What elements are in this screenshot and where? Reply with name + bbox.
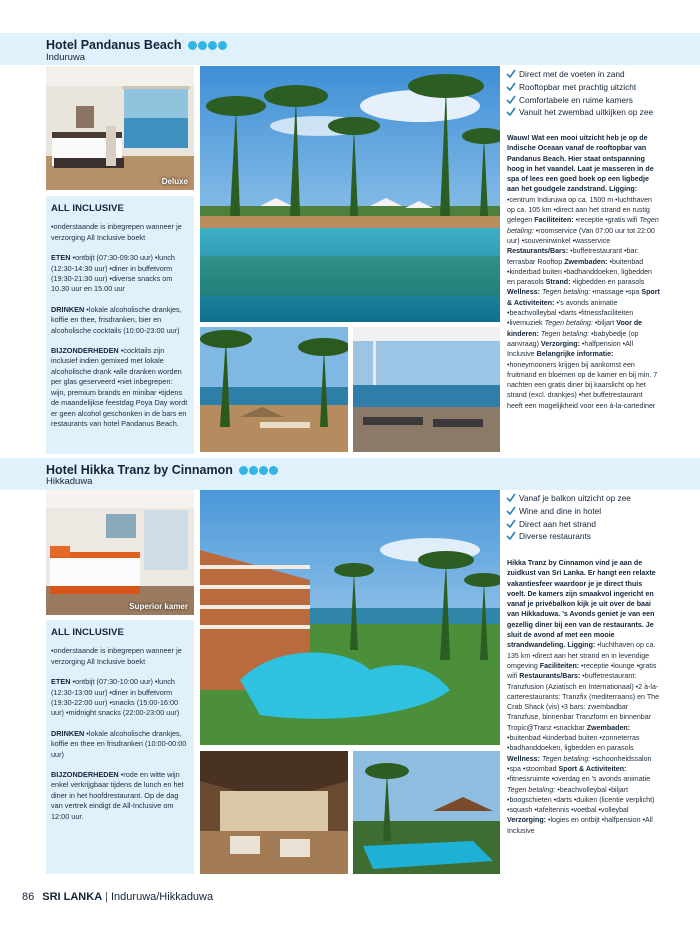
eten-text: •ontbijt (07:30-09:30 uur) •lunch (12:30-14:30 uur) •diner in buffetvorm (19:30-21:30 uur) •diverse snacks om 10.30 uur en 15.00 uur bbox=[51, 253, 175, 294]
restaurants-label: Restaurants/Bars: bbox=[507, 247, 569, 256]
all-inclusive-intro: •onderstaande is inbegrepen wanneer je verzorging All Inclusive boekt bbox=[51, 222, 182, 242]
eten-text: •ontbijt (07:30-10:00 uur) •lunch (12:30-13:00 uur) •diner in buffetvorm (19:30-22:00 uur) •snacks (15:00-16:00 uur) •midnight snacks (22:00-23:00 uur) bbox=[51, 677, 180, 718]
bijzonderheden-label: BIJZONDERHEDEN bbox=[51, 346, 119, 356]
highlight-item bbox=[506, 492, 631, 505]
all-inclusive-box bbox=[46, 196, 194, 454]
sport-label: Sport & Activiteiten: bbox=[558, 764, 627, 773]
room-caption: Superior kamer bbox=[129, 602, 188, 611]
highlight-text: Vanaf je balkon uitzicht op zee bbox=[519, 493, 631, 503]
kinderen-label: Voor de kinderen: bbox=[507, 319, 643, 338]
room-caption: Deluxe bbox=[161, 177, 188, 186]
highlights-list bbox=[506, 492, 631, 543]
restaurants-text: •buffetrestaurant •bar: terrasbar Rooftop bbox=[507, 247, 639, 266]
highlight-item bbox=[506, 518, 631, 531]
strand-text: •ligbedden en parasols bbox=[570, 278, 645, 287]
sport-text: •'s avonds animatie •beachvolleybal •darts •fitnessfaciliteiten •livemuziek bbox=[507, 298, 634, 328]
highlight-text: Comfortabele en ruime kamers bbox=[519, 94, 633, 105]
hotel-name bbox=[46, 463, 278, 477]
tegen-betaling-label: Tegen betaling: bbox=[507, 216, 659, 235]
all-inclusive-title: ALL INCLUSIVE bbox=[51, 203, 124, 214]
star-icon bbox=[239, 466, 248, 475]
bijzonderheden-text: •cocktails zijn inclusief indien gemixed met lokale alcoholische drank •alle dranken worden per glas geserveerd •niet inbegrepen: wijn, premium brands en minibar •tijdens de maandelijkse feestdag Poya Day wordt er geen alcohol geschonken in de bars en restaurants van hotel Pandanus Beach. bbox=[51, 346, 188, 428]
eten-section bbox=[51, 253, 188, 295]
highlight-text: Rooftopbar met prachtig uitzicht bbox=[519, 81, 637, 92]
check-icon bbox=[506, 531, 516, 541]
all-inclusive-intro: •onderstaande is inbegrepen wanneer je verzorging All Inclusive boekt bbox=[51, 646, 182, 666]
pool-evening-photo bbox=[353, 751, 500, 874]
hotel-name bbox=[46, 38, 227, 52]
star-rating bbox=[239, 466, 278, 475]
faciliteiten-label: Faciliteiten: bbox=[539, 661, 580, 670]
bijzonderheden-section bbox=[51, 770, 188, 822]
belangrijk-text: •honeymooners krijgen bij aankomst een fruitmand en bloemen op de kamer en bij min. 7 nachten een gratis diner bij kaarslicht op het strand (excl. drankjes) •het buffetrestaurant heeft een mogelijkheid voor een à-la-cartediner bbox=[507, 360, 658, 410]
footer-separator: | bbox=[105, 891, 108, 903]
restaurants-label: Restaurants/Bars: bbox=[519, 672, 581, 681]
sport-paid-text: •biljart bbox=[592, 319, 617, 328]
check-icon bbox=[506, 82, 516, 92]
ligging-label: Ligging: bbox=[567, 641, 596, 650]
eten-section bbox=[51, 677, 188, 719]
description-lead: Wauw! Wat een mooi uitzicht heb je op de Indische Oceaan vanaf de rooftopbar van Pandanus Beach. Hier staat ontspanning hoog in het vaandel. Laat je masseren in de spa of lees een goed boek op een ligbedje aan het goudgele zandstrand. bbox=[507, 134, 654, 194]
restaurant-photo bbox=[200, 751, 348, 874]
drinken-section bbox=[51, 729, 188, 760]
sport-paid-text: •beachvolleybal •biljart •boogschieten •darts •duiken (licentie verplicht) •squash •tafeltennis •voetbal •volleybal bbox=[507, 785, 655, 815]
restaurants-text: •buffetrestaurant: Tranzfusion (Aziatisch en Internationaal) •2 à-la-carterestaurants: Tranzfix (mediterraans) en The Crab Shack (vis) •3 bars: zwembadbar Tranzfuse, binnenbar Tranzform en binnenbar Tropic@Tranz •snackbar bbox=[507, 672, 660, 732]
strand-label: Strand: bbox=[545, 278, 571, 287]
zwembaden-text: •buitenbad •kinderbad buiten •badhanddoeken, ligbedden en parasols bbox=[507, 257, 652, 287]
description-lead: Hikka Tranz by Cinnamon vind je aan de zuidkust van Sri Lanka. Er hangt een relaxte vakantiesfeer waardoor je je direct thuis voelt. De kamers zijn smaakvol ingericht en vanaf je privébalkon kijk je uit over de baai van Hikkaduwa. 's Avonds geniet je van een gezellig diner bij een van de restaurants. Je sluit de avond af met een mooie strandwandeling. bbox=[507, 559, 656, 650]
hotel-name-text: Hotel Pandanus Beach bbox=[46, 38, 182, 52]
belangrijk-label: Belangrijke informatie: bbox=[536, 350, 614, 359]
star-icon bbox=[218, 41, 227, 50]
tegen-betaling-label: Tegen betaling: bbox=[541, 754, 591, 763]
tegen-betaling-label: Tegen betaling: bbox=[507, 785, 556, 794]
zwembaden-text: •buitenbad •kinderbad buiten •zonneterras •badhanddoeken, ligbedden en parasols bbox=[507, 734, 640, 753]
faciliteiten-paid-text: •roomservice (Van 07:00 uur tot 22:00 uur) •souvenirwinkel •wasservice bbox=[507, 226, 655, 245]
kinderen-text: •babybedje (op aanvraag) bbox=[507, 329, 639, 348]
check-icon bbox=[506, 69, 516, 79]
drinken-label: DRINKEN bbox=[51, 728, 85, 738]
star-icon bbox=[259, 466, 268, 475]
wellness-label: Wellness: bbox=[507, 754, 540, 763]
star-rating bbox=[188, 41, 227, 50]
drinken-text: •lokale alcoholische drankjes, koffie en thee en frisdranken (10:00-00:00 uur) bbox=[51, 728, 187, 759]
star-icon bbox=[188, 41, 197, 50]
ligging-text: •centrum Induruwa op ca. 1500 m •luchthaven op ca. 105 km •direct aan het strand en rustig gelegen bbox=[507, 195, 652, 225]
ligging-label: Ligging: bbox=[609, 185, 638, 194]
wellness-label: Wellness: bbox=[507, 288, 540, 297]
all-inclusive-title: ALL INCLUSIVE bbox=[51, 627, 124, 638]
footer-country: SRI LANKA bbox=[42, 891, 103, 903]
verzorging-label: Verzorging: bbox=[540, 339, 580, 348]
star-icon bbox=[208, 41, 217, 50]
verzorging-text: •logies en ontbijt •halfpension •All Inclusive bbox=[507, 816, 653, 835]
check-icon bbox=[506, 493, 516, 503]
page-footer bbox=[22, 891, 213, 903]
page-number: 86 bbox=[22, 891, 35, 903]
check-icon bbox=[506, 95, 516, 105]
highlight-item bbox=[506, 81, 653, 94]
hotel-location: Induruwa bbox=[46, 52, 86, 63]
room-photo bbox=[46, 490, 194, 615]
beach-photo bbox=[200, 327, 348, 452]
room-photo bbox=[46, 66, 194, 190]
verzorging-label: Verzorging: bbox=[507, 816, 547, 825]
verzorging-text: •halfpension •All Inclusive bbox=[507, 339, 634, 359]
zwembaden-label: Zwembaden: bbox=[564, 257, 608, 266]
bijzonderheden-text: •rode en witte wijn enkel verkrijgbaar tijdens de lunch en het diner in het hoofdrestaurant. Op de dag van vertrek eindigt de All-Inclusive om 12:00 uur. bbox=[51, 770, 184, 821]
hotel-name-text: Hotel Hikka Tranz by Cinnamon bbox=[46, 463, 233, 477]
wellness-text: •schoonheidssalon •spa •stoombad bbox=[507, 754, 652, 773]
highlight-text: Wine and dine in hotel bbox=[519, 505, 602, 516]
hotel-location: Hikkaduwa bbox=[46, 476, 93, 487]
pool-photo bbox=[200, 490, 500, 745]
zwembaden-label: Zwembaden: bbox=[586, 723, 631, 732]
hotel-description bbox=[507, 133, 660, 411]
eten-label: ETEN bbox=[51, 253, 71, 263]
check-icon bbox=[506, 519, 516, 529]
highlight-text: Direct aan het strand bbox=[519, 518, 597, 529]
highlights-list bbox=[506, 68, 653, 119]
check-icon bbox=[506, 506, 516, 516]
footer-places: Induruwa/Hikkaduwa bbox=[111, 891, 214, 903]
rooftop-photo bbox=[353, 327, 500, 452]
tegen-betaling-label: Tegen betaling: bbox=[541, 288, 591, 297]
drinken-label: DRINKEN bbox=[51, 304, 85, 314]
faciliteiten-label: Faciliteiten: bbox=[534, 216, 574, 225]
bijzonderheden-label: BIJZONDERHEDEN bbox=[51, 770, 119, 780]
highlight-item bbox=[506, 530, 631, 543]
check-icon bbox=[506, 107, 516, 117]
star-icon bbox=[198, 41, 207, 50]
eten-label: ETEN bbox=[51, 677, 71, 687]
highlight-text: Vanuit het zwembad uitkijken op zee bbox=[519, 107, 654, 118]
sport-text: •fitnessruimte •overdag en 's avonds animatie bbox=[507, 775, 651, 784]
highlight-item bbox=[506, 106, 653, 119]
hotel-description bbox=[507, 558, 660, 836]
tegen-betaling-label: Tegen betaling: bbox=[540, 329, 590, 338]
star-icon bbox=[269, 466, 278, 475]
ligging-text: •luchthaven op ca. 135 km •direct aan het strand en in levendige omgeving bbox=[507, 641, 656, 670]
faciliteiten-text: •receptie •lounge •gratis wifi bbox=[507, 661, 657, 681]
highlight-item bbox=[506, 94, 653, 107]
faciliteiten-text: •receptie •gratis wifi bbox=[573, 216, 640, 225]
sport-label: Sport & Activiteiten: bbox=[507, 288, 660, 307]
all-inclusive-box bbox=[46, 620, 194, 874]
pool-photo bbox=[200, 66, 500, 322]
drinken-section bbox=[51, 305, 188, 336]
highlight-item bbox=[506, 505, 631, 518]
wellness-text: •massage •spa bbox=[590, 288, 642, 297]
highlight-item bbox=[506, 68, 653, 81]
star-icon bbox=[249, 466, 258, 475]
tegen-betaling-label: Tegen betaling: bbox=[544, 319, 593, 328]
highlight-text: Diverse restaurants bbox=[519, 531, 591, 542]
highlight-text: Direct met de voeten in zand bbox=[519, 69, 625, 79]
drinken-text: •lokale alcoholische drankjes, koffie en thee, frisdranken, bier en alcoholische cocktails (10:00-23:00 uur) bbox=[51, 304, 182, 335]
bijzonderheden-section bbox=[51, 346, 188, 429]
